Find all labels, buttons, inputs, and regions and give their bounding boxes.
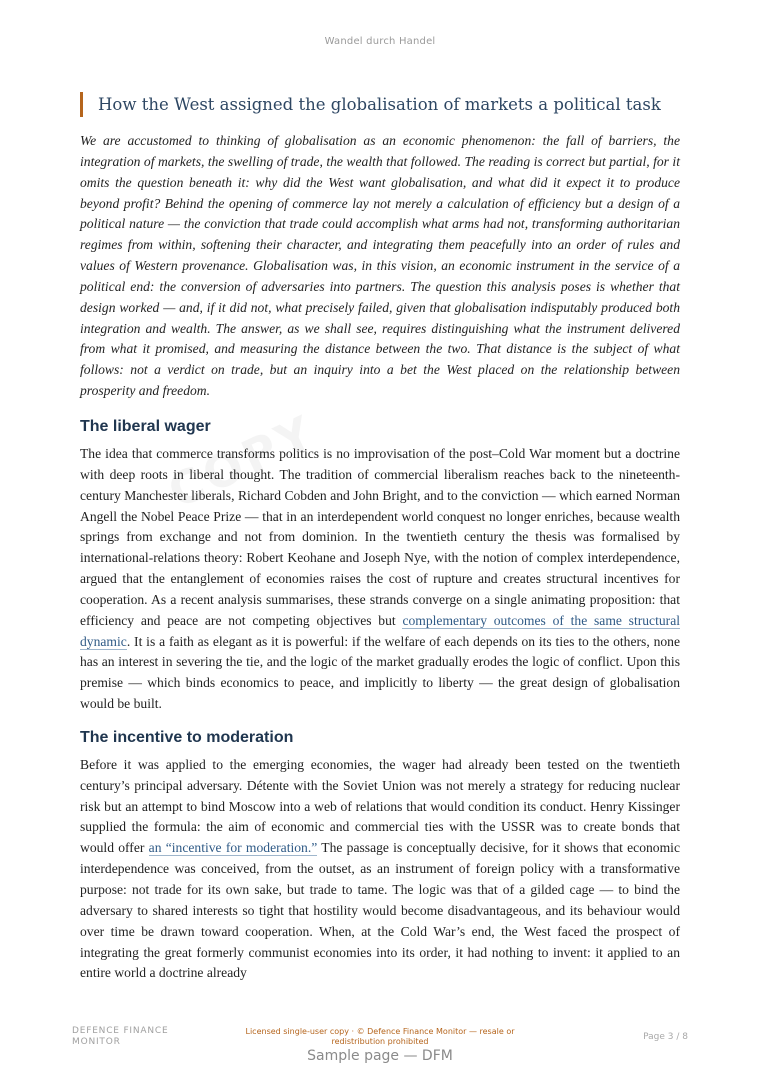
footer-brand-line: MONITOR [72,1037,121,1047]
sample-stamp: Sample page — DFM [307,1048,453,1064]
paragraph-text: Before it was applied to the emerging economies, the wager had already been tested on the twentieth century’s principal adversary. Détente with the Soviet Union was not merely a strategy for reducing nuclear risk but an attempt to bind Moscow into a web of relations that would condition its conduct. Henry Kissinger supplied the formula: the aim of economic and commercial ties with the USSR was to create bonds that would offer [80,756,680,856]
paragraph-incentive-moderation [80,755,680,984]
paragraph-liberal-wager [80,444,680,715]
paragraph-text: . It is a faith as elegant as it is powerful: if the welfare of each depends on its ties to the others, none has an interest in severing the tie, and the logic of the market gradually erodes the logic of conflict. Upon this premise — which binds economics to peace, and implicitly to liberty — the great design of globalisation would be built. [80,633,680,712]
subheading-liberal-wager: The liberal wager [80,417,211,435]
citation-link[interactable]: complementary outcomes of the same structural dynamic [80,612,680,649]
lead-paragraph: We are accustomed to thinking of globalisation as an economic phenomenon: the fall of barriers, the integration of markets, the swelling of trade, the wealth that followed. The reading is correct but partial, for it omits the question beneath it: why did the West want globalisation, and what did it expect it to produce beyond profit? Behind the opening of commerce lay not merely a calculation of efficiency but a design of a political nature — the conviction that trade could accomplish what arms had not, transforming authoritarian regimes from within, softening their character, and integrating them peacefully into an order of rules and values of Western provenance. Globalisation was, in this vision, an economic instrument in the service of a political end: the conversion of adversaries into partners. The question this analysis poses is whether that design worked — and, if it did not, what precisely failed, given that globalisation indisputably produced both integration and wealth. The answer, as we shall see, requires distinguishing what the instrument delivered from what it promised, and measuring the distance between the two. That distance is the subject of what follows: not a verdict on trade, but an inquiry into a bet the West placed on the relationship between prosperity and freedom. [80,133,680,399]
subheading-incentive-moderation: The incentive to moderation [80,728,294,746]
footer-brand-line: DEFENCE FINANCE [72,1026,169,1036]
license-notice: Licensed single-user copy · © Defence Finance Monitor — resale or redistribution prohibited [245,1027,515,1046]
paragraph-text: The passage is conceptually decisive, for it shows that economic interdependence was conceived, from the outset, as an instrument of foreign policy with a transformative purpose: not trade for its own sake, but trade to tame. The logic was that of a gilded cage — to bind the adversary to shared interests so tight that hostility would become disadvantageous, and its behaviour would over time be drawn toward cooperation. When, at the Cold War’s end, the West faced the prospect of integrating the great formerly communist economies into its order, it had nothing to invent: it applied to an entire world a doctrine already [80,840,680,981]
article-body [80,92,680,996]
citation-link[interactable]: an “incentive for moderation.” [148,840,318,856]
section-title: How the West assigned the globalisation of markets a political task [80,92,680,117]
running-header: Wandel durch Handel [324,36,436,47]
page-number: Page 3 / 8 [643,1032,688,1042]
paragraph-text: The idea that commerce transforms politics is no improvisation of the post–Cold War moment but a doctrine with deep roots in liberal thought. The tradition of commercial liberalism reaches back to the nineteenth-century Manchester liberals, Richard Cobden and John Bright, and to the conviction — which earned Norman Angell the Nobel Peace Prize — that in an interdependent world conquest no longer enriches, because wealth springs from exchange and not from dominion. In the twentieth century the thesis was formalised by international-relations theory: Robert Keohane and Joseph Nye, with the notion of complex interdependence, argued that the entanglement of economies raises the cost of rupture and creates structural incentives for cooperation. As a recent analysis summarises, these strands converge on a single animating proposition: that efficiency and peace are not competing objectives but [80,445,680,628]
footer-brand [72,1026,212,1048]
